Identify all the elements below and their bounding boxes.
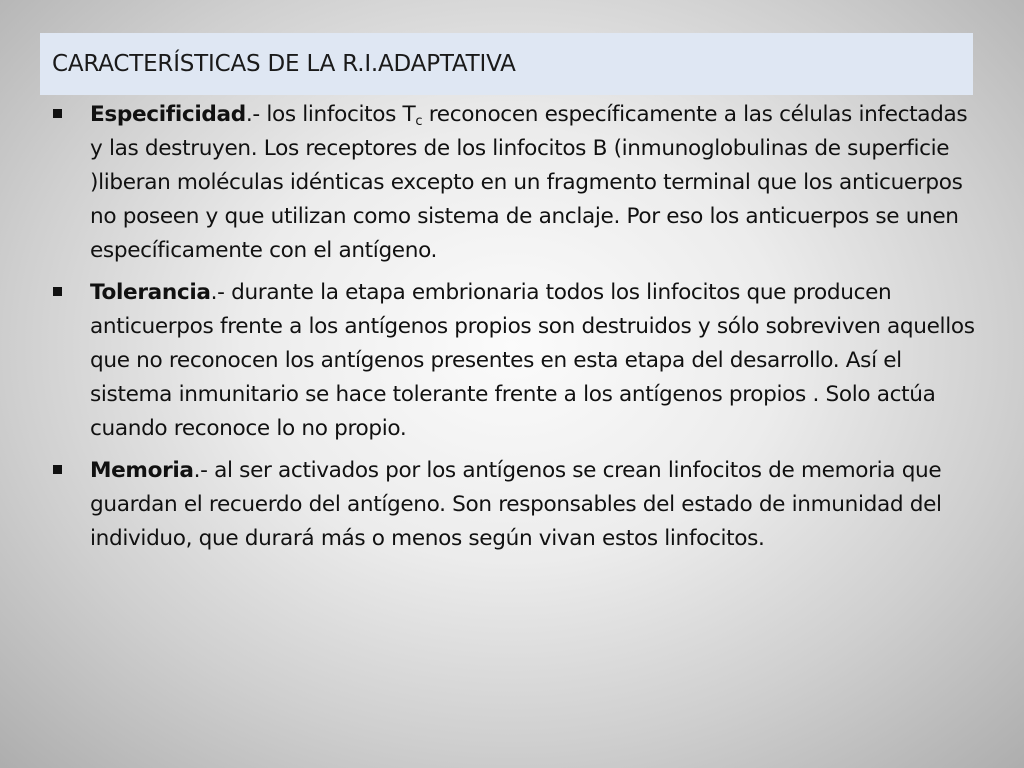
square-bullet-icon (53, 465, 62, 474)
bullet-list (50, 98, 978, 564)
bullet-term: Especificidad (90, 102, 246, 127)
bullet-memoria (50, 454, 978, 556)
bullet-term: Memoria (90, 458, 194, 483)
bullet-body-text: .- durante la etapa embrionaria todos los linfocitos que producen anticuerpos frente a los antígenos propios son destruidos y sólo sobreviven aquellos que no reconocen los antígenos presentes en esta etapa del desarrollo. Así el sistema inmunitario se hace tolerante frente a los antígenos propios . Solo actúa cuando reconoce lo no propio. (90, 280, 975, 441)
bullet-body-text: reconocen específicamente a las células infectadas y las destruyen. Los receptores de los linfocitos B (inmunoglobulinas de superficie )liberan moléculas idénticas excepto en un fragmento terminal que los anticuerpos no poseen y que utilizan como sistema de anclaje. Por eso los anticuerpos se unen específicamente con el antígeno. (90, 102, 968, 263)
square-bullet-icon (53, 287, 62, 296)
bullet-especificidad (50, 98, 978, 268)
bullet-body-text: .- al ser activados por los antígenos se crean linfocitos de memoria que guardan el recuerdo del antígeno. Son responsables del estado de inmunidad del individuo, que durará más o menos según vivan estos linfocitos. (90, 458, 942, 551)
square-bullet-icon (53, 109, 62, 118)
bullet-term: Tolerancia (90, 280, 211, 305)
bullet-lead-text: .- los linfocitos T (245, 102, 416, 127)
title-box (40, 33, 973, 95)
slide-title: CARACTERÍSTICAS DE LA R.I.ADAPTATIVA (52, 51, 516, 77)
bullet-tolerancia (50, 276, 978, 446)
subscript-text: c (415, 114, 423, 129)
